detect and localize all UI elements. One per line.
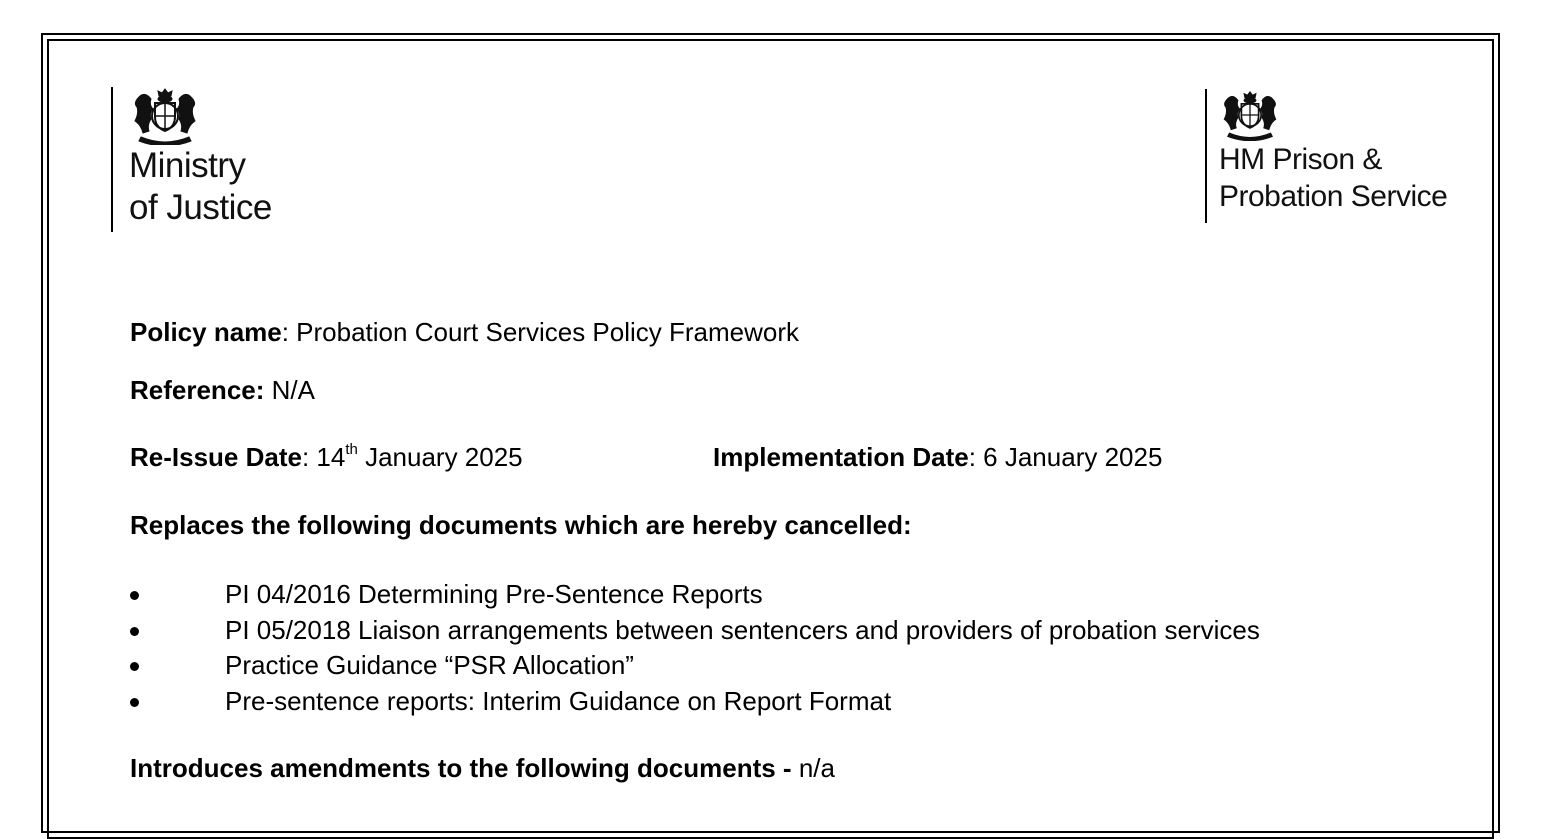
hm-prison-probation-service-logo xyxy=(1205,89,1447,223)
implementation-date-row xyxy=(713,441,1162,473)
bullet-icon xyxy=(130,627,139,636)
logo-line-of-justice: of Justice xyxy=(129,188,272,227)
royal-coat-of-arms-icon xyxy=(129,87,201,145)
list-item: PI 05/2018 Liaison arrangements between sentencers and providers of probation services xyxy=(128,613,1260,649)
bullet-icon xyxy=(130,698,139,707)
amendments-row xyxy=(130,752,835,784)
implementation-date-value: : 6 January 2025 xyxy=(968,442,1163,472)
policy-name-row xyxy=(130,316,799,348)
royal-coat-of-arms-icon xyxy=(1219,89,1281,141)
reissue-date-row xyxy=(130,441,523,473)
policy-name-label: Policy name xyxy=(130,317,282,347)
ministry-of-justice-logo xyxy=(111,87,272,232)
implementation-date-label: Implementation Date xyxy=(713,442,969,472)
bullet-icon xyxy=(130,591,139,600)
reference-value: N/A xyxy=(264,375,315,405)
reissue-date-label: Re-Issue Date xyxy=(130,442,302,472)
replaces-heading: Replaces the following documents which are hereby cancelled: xyxy=(130,510,912,540)
reissue-date-value: : 14th January 2025 xyxy=(301,441,523,472)
list-item: Practice Guidance “PSR Allocation” xyxy=(128,648,1260,684)
logo-line-ministry: Ministry xyxy=(129,146,246,185)
list-item: PI 04/2016 Determining Pre-Sentence Reports xyxy=(128,577,1260,613)
logo-line-probation-service: Probation Service xyxy=(1219,180,1448,213)
replaced-documents-list xyxy=(128,577,1260,719)
logo-line-hm-prison: HM Prison & xyxy=(1219,143,1382,176)
amendments-value: n/a xyxy=(798,753,835,783)
policy-name-value: : Probation Court Services Policy Framework xyxy=(281,317,800,347)
amendments-label: Introduces amendments to the following documents - xyxy=(130,753,799,783)
reference-row xyxy=(130,374,315,406)
reference-label: Reference: xyxy=(130,375,265,405)
list-item: Pre-sentence reports: Interim Guidance on Report Format xyxy=(128,684,1260,720)
bullet-icon xyxy=(130,662,139,671)
